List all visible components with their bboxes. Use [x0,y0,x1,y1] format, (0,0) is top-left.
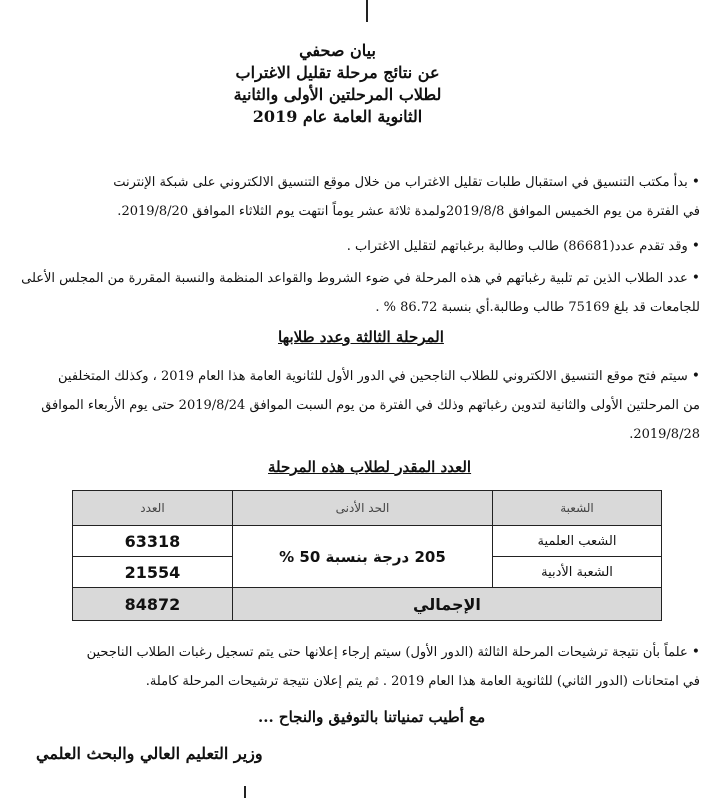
paragraph-line: من المرحلتين الأولى والثانية لتدوين رغباتهم وذلك في الفترة من يوم السبت الموافق 2019/8/24 حتى يوم الأربعاء الموافق [41,398,700,413]
signature: وزير التعليم العالي والبحث العلمي [36,744,263,763]
bullet-icon: • [691,644,700,660]
table-header-row [73,491,662,526]
cell-total-label: الإجمالي [232,588,661,621]
paragraph-applicants-count [10,232,700,261]
header-subtitle-3: الثانوية العامة عام 2019 [252,107,423,126]
table-title: العدد المقدر لطلاب هذه المرحلة [268,458,472,476]
header-subtitle-2: لطلاب المرحلتين الأولى والثانية [233,85,442,104]
header-branch: الشعبة [493,491,662,526]
paragraph-line: بدأ مكتب التنسيق في استقبال طلبات تقليل الاغتراب من خلال موقع التنسيق الالكتروني على شبكة الإنترنت [113,175,688,190]
bullet-icon: • [691,270,700,286]
cell-count: 21554 [73,557,233,588]
paragraph-line: في الفترة من يوم الخميس الموافق 2019/8/8ولمدة ثلاثة عشر يوماً انتهت يوم الثلاثاء الموافق 2019/8/20. [117,204,700,219]
table-total-row [73,588,662,621]
cell-branch: الشعب العلمية [493,526,662,557]
cell-min-score: 205 درجة بنسبة 50 % [232,526,492,588]
paragraph-note [10,638,700,696]
cell-count: 63318 [73,526,233,557]
header-count: العدد [73,491,233,526]
bullet-icon: • [691,368,700,384]
paragraph-line: عدد الطلاب الذين تم تلبية رغباتهم في هذه المرحلة في ضوء الشروط والقواعد المنظمة والنسبة المقررة من المجلس الأعلى [21,271,688,286]
paragraph-line: وقد تقدم عدد(86681) طالب وطالبة برغباتهم لتقليل الاغتراب . [346,239,688,254]
top-divider-line [366,0,368,22]
cell-branch: الشعبة الأدبية [493,557,662,588]
paragraph-accepted-count [10,264,700,322]
closing-wishes: مع أطيب تمنياتنا بالتوفيق والنجاح ... [258,708,486,726]
paragraph-line: للجامعات قد بلغ 75169 طالب وطالبة.أي بنسبة 86.72 % . [375,300,700,315]
bullet-icon: • [691,174,700,190]
paragraph-submission-period [10,168,700,226]
document-header [200,40,475,128]
results-table [72,490,662,621]
bullet-icon: • [691,238,700,254]
table-row [73,526,662,557]
header-min-score: الحد الأدنى [232,491,492,526]
paragraph-line: علماً بأن نتيجة ترشيحات المرحلة الثالثة (الدور الأول) سيتم إرجاء إعلانها حتى يتم تسجيل رغبات الطلاب الناجحين [86,645,688,660]
paragraph-line: في امتحانات (الدور الثاني) للثانوية العامة هذا العام 2019 . ثم يتم إعلان نتيجة ترشيحات المرحلة كاملة. [145,674,700,689]
paragraph-phase-three [10,362,700,449]
bottom-divider-line [244,786,246,798]
cell-total-count: 84872 [73,588,233,621]
header-subtitle-1: عن نتائج مرحلة تقليل الاغتراب [235,63,440,82]
paragraph-line: سيتم فتح موقع التنسيق الالكتروني للطلاب الناجحين في الدور الأول للثانوية العامة هذا العام 2019 ، وكذلك المتخلفين [58,369,688,384]
header-title: بيان صحفي [299,41,376,60]
paragraph-line: 2019/8/28. [629,427,700,442]
section-title-phase-three: المرحلة الثالثة وعدد طلابها [278,328,444,346]
